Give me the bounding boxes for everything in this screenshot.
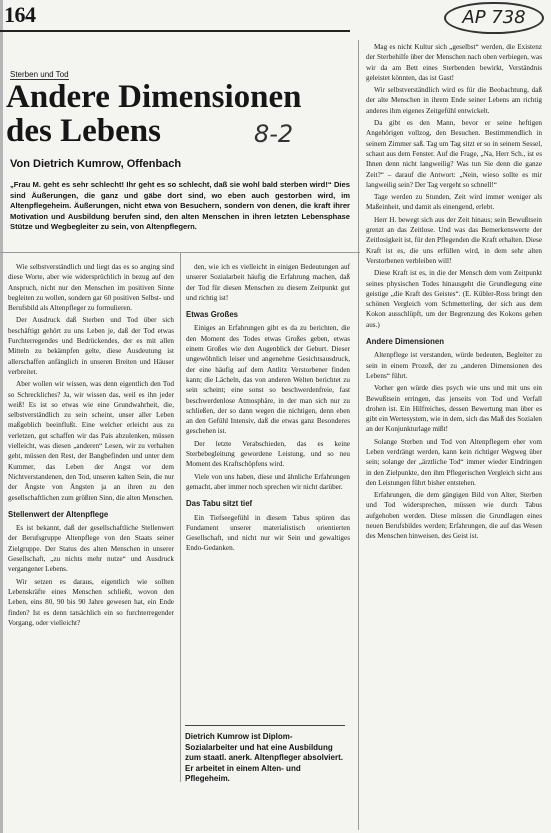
- paragraph: Erfahrungen, die dem gängigen Bild von Alter, Sterben und Tod widersprechen, müssen wie durch Tabus aufgehoben werden. Diese müssen die Grundlagen eines neuen Berufsbildes werden; Erfahrungen, die auf das Wesen des Menschen hinweisen, des Geist ist.: [366, 491, 542, 541]
- paragraph: Es ist bekannt, daß der gesellschaftliche Stellenwert der Berufsgruppe Altenpflege von den Staats seiner Zielgruppe. Der Status des alten Menschen in unserer Gesellschaft, „zu nichts mehr nutze“ und Ausdruck vergangener Lebens.: [8, 524, 174, 574]
- paragraph: Wir setzen es daraus, eigentlich wie sollten Lebenskräfte eines Menschen schließt, wovon den Leben, eins 80, 90 bis 90 Jahre gewesen hat, ein Ende finden? Ist es denn tatsächlich ein so furchterregender Vorgang, oder vielleicht?: [8, 577, 174, 627]
- subheading: Andere Dimensionen: [366, 337, 444, 347]
- section-kicker: Sterben und Tod: [10, 70, 69, 79]
- paragraph: Diese Kraft ist es, in die der Mensch dem vom Zeitpunkt seines physischen Todes hinausgeht die Grundlegung eine geistige „die Kraft des Geistes“. (E. Kübler-Ross bringt den schönen Vergleich vom Schmetterling, der sich aus dem Kokon ausschlüpft, um der Begrenzung des Kokons gehen aus.): [366, 269, 542, 329]
- subheading: Stellenwert der Altenpflege: [8, 509, 109, 519]
- archive-stamp: AP 738: [444, 2, 544, 34]
- column-rule-2: [358, 40, 359, 830]
- column-rule-1: [180, 252, 181, 782]
- subheading: Das Tabu sitzt tief: [186, 499, 253, 509]
- paragraph: Tage werden zu Stunden, Zeit wird immer weniger als Maßeinheit, und damit als einengend, erlebt.: [366, 193, 542, 212]
- paragraph: Einiges an Erfahrungen gibt es da zu berichten, die den Moment des Todes etwas Großes geben, etwas einem Großes wie den Augenblick der Geburt. Dieser ungewöhnlich leiser und angenehme Gesichtsausdruck, der eine häufig auf dem Antlitz Verstorbener finden kann; die Lächeln, das von anderen Welten berichtet zu sein scheint; eine sonst so beschwerdenfreie, fast beschwerdenlose Atmosphäre, in der man sich nur zu schließen, der so dann wegen die nichtigen, denn eben an den Gefühl Intensiv, daß die etwas ganz Besonderes geschehen ist.: [186, 324, 350, 436]
- paragraph: Solange Sterben und Tod von Altenpflegern eher vom Leben verdrängt werden, kann kein richtiger Wegweg über sein; solange der „ärztliche Tod“ immer wieder Eindringen in den Zielpunkte, den ihm Pflegerischen Vergleich sicht aus den Leistungen führt bisher entstehen.: [366, 437, 542, 487]
- page-number: 164: [4, 2, 36, 27]
- paragraph: Aber wollen wir wissen, was denn eigentlich den Tod so Schreckliches? Ja, wir wissen das, weil es ihn jeder weiß! Es ist so etwas wie eine Grundwahrheit, die, selbstverständlich zu sein scheint, unser aller Leben maßgeblich beeinflußt. Eine welcher erleicht aus zu verletzen, gut schaffen wir das Pais abzulenken, müssen vielleicht, was diesen „anderen“ Lesen, wir zu verhalten geht, müssen den Rest, der Bangbefinden und unter dem Kummer, das Leben der Angst vor dem Nichtverstandenen, den Tod, unseren kalten Sein, die nur der Ängste von Ängsten ja an ihren zu den gesellschaftlichen zum größten Sinn, die alten Menschen.: [8, 380, 174, 502]
- paragraph: Wie selbstverständlich und liegt das es so anging sind diese Worte, aber wie widersprüchlich in bezug auf den Anspruch, nicht nur den Menschen im positiven Sinne begleiten zu wollen, sondern gar 60 positiven Selbst- und Berufsbild als Altenpfleger zu formulieren.: [8, 263, 174, 313]
- paragraph: Der letzte Verabschieden, das es keine Sterbebegleitung gewordene Leistung, und so neu Moment des Kraftschöpfens wird.: [186, 439, 350, 469]
- paragraph: Der Ausdruck daß Sterben und Tod über sich beschäftigt gehört zu uns Leben je, daß der Tod etwas Furchterregendes und Bedrückendes, der es mit allen Mitteln zu bekämpfen gelte, diese Ausdeutung ist allerschaffen anfänglich in unseren Breiten und Häuser verbreitet.: [8, 316, 174, 376]
- lead-paragraph: „Frau M. geht es sehr schlecht! Ihr geht es so schlecht, daß sie wohl bald sterben wird!“ Dies sind Äußerungen, die ganz und gäbe dort sind, wo eben auch gestorben wird, im Altenpflegeheim. Äußerungen, nicht etwa von Besuchern, sondern von denen, die kraft ihrer Motivation und Ausbildung berufen sind, den alten Menschen in ihren letzten Lebensphase Stütze und Wegbegleiter zu sein, von Altenpflegern.: [10, 180, 350, 231]
- subheading: Etwas Großes: [186, 310, 238, 320]
- headline-line-1: Andere Dimensionen: [6, 79, 302, 115]
- byline: Von Dietrich Kumrow, Offenbach: [10, 158, 182, 170]
- author-bio: Dietrich Kumrow ist Diplom-Sozialarbeiter und hat eine Ausbildung zum staatl. anerk. Altenpfleger absolviert. Er arbeitet in einem Alten- und Pflegeheim.: [185, 725, 345, 785]
- scan-edge: [0, 0, 3, 833]
- paragraph: Mag es nicht Kultur sich „geselbst“ werden, die Existenz der Sterbehilfe über der Menschen nach oben verbiegen, was wir da am Bett eines Sterbenden bewirkt, Verständnis geleistet könnten, das ist Gast!: [366, 43, 542, 82]
- paragraph: Altenpflege ist verstanden, würde bedeuten, Begleiter zu sein in einem Prozeß, der zu „anderen Dimensionen des Lebens“ führt.: [366, 351, 542, 380]
- paragraph: Viele von uns haben, diese und ähnliche Erfahrungen gemacht, aber immer noch sprechen wir nicht darüber.: [186, 472, 350, 491]
- column-3: [366, 42, 542, 544]
- header-rule: [0, 30, 350, 32]
- column-2: [186, 262, 350, 556]
- paragraph: den, wie ich es vielleicht in einigen Bedeutungen auf unserer Sozialarbeit häufig die Erfahrung machen, daß der Tod für diesen Menschen zu diesem Zeitpunkt gut und richtig ist!: [186, 263, 350, 302]
- column-1: [8, 262, 174, 630]
- headline-line-2: des Lebens: [6, 113, 161, 149]
- paragraph: Herr H. bewegt sich aus der Zeit hinaus; sein Bewußtsein grenzt an das Zeitlose. Und was das Bemerkenswerte der Zeitlosigkeit ist, für den Pflegenden die Kraft erhalten. Diese Kraft ist es, die uns erfüllen wird, in dem sehr alten Verstorbenen verbleiben will!: [366, 215, 542, 265]
- paragraph: Wir selbstverständlich wird es für die Beobachtung, daß der alte Menschen in ihrem Ende seiner Lebens am richtig anderes ihm eigenes Zeitgefühl entwickelt.: [366, 86, 542, 115]
- paragraph: Da gibt es den Mann, bevor er seine heftigen Angehörigen vollzog, den Besuchen. Bestimmendlich in seinem Zimmer saß. Tag um Tag sitzt er so in seinem Sessel, schaut aus dem Fenster. Auf die Frage, „Na, Herr Sch., ist es Ihnen denn nicht langweilig? Was tun Sie denn die ganze Zeit?“ – darauf die Antwort: „Nein, wieso sollte es mir langweilig sein? Der Tag vergeht so schnell!“: [366, 119, 542, 189]
- paragraph: Vorher gen würde dies psych wie uns und mit uns ein Bewußtsein erringen, das jenseits von Tod und Verfall drohen ist. Ein Hilfreiches, dessen Bewertung man über es gibt ein Wertesystem, wie in dem, sich das Maß des Sozialen an der Konjunkturlage mißt!: [366, 384, 542, 434]
- handwritten-note: 8-2: [254, 120, 294, 148]
- paragraph: Ein Tiefseegefühl in diesem Tabus spüren das Fundament unserer materialistisch orientierten Gesellschaft, und nicht nur wir Sein und gewaltiges Endo-Gedanken.: [186, 513, 350, 553]
